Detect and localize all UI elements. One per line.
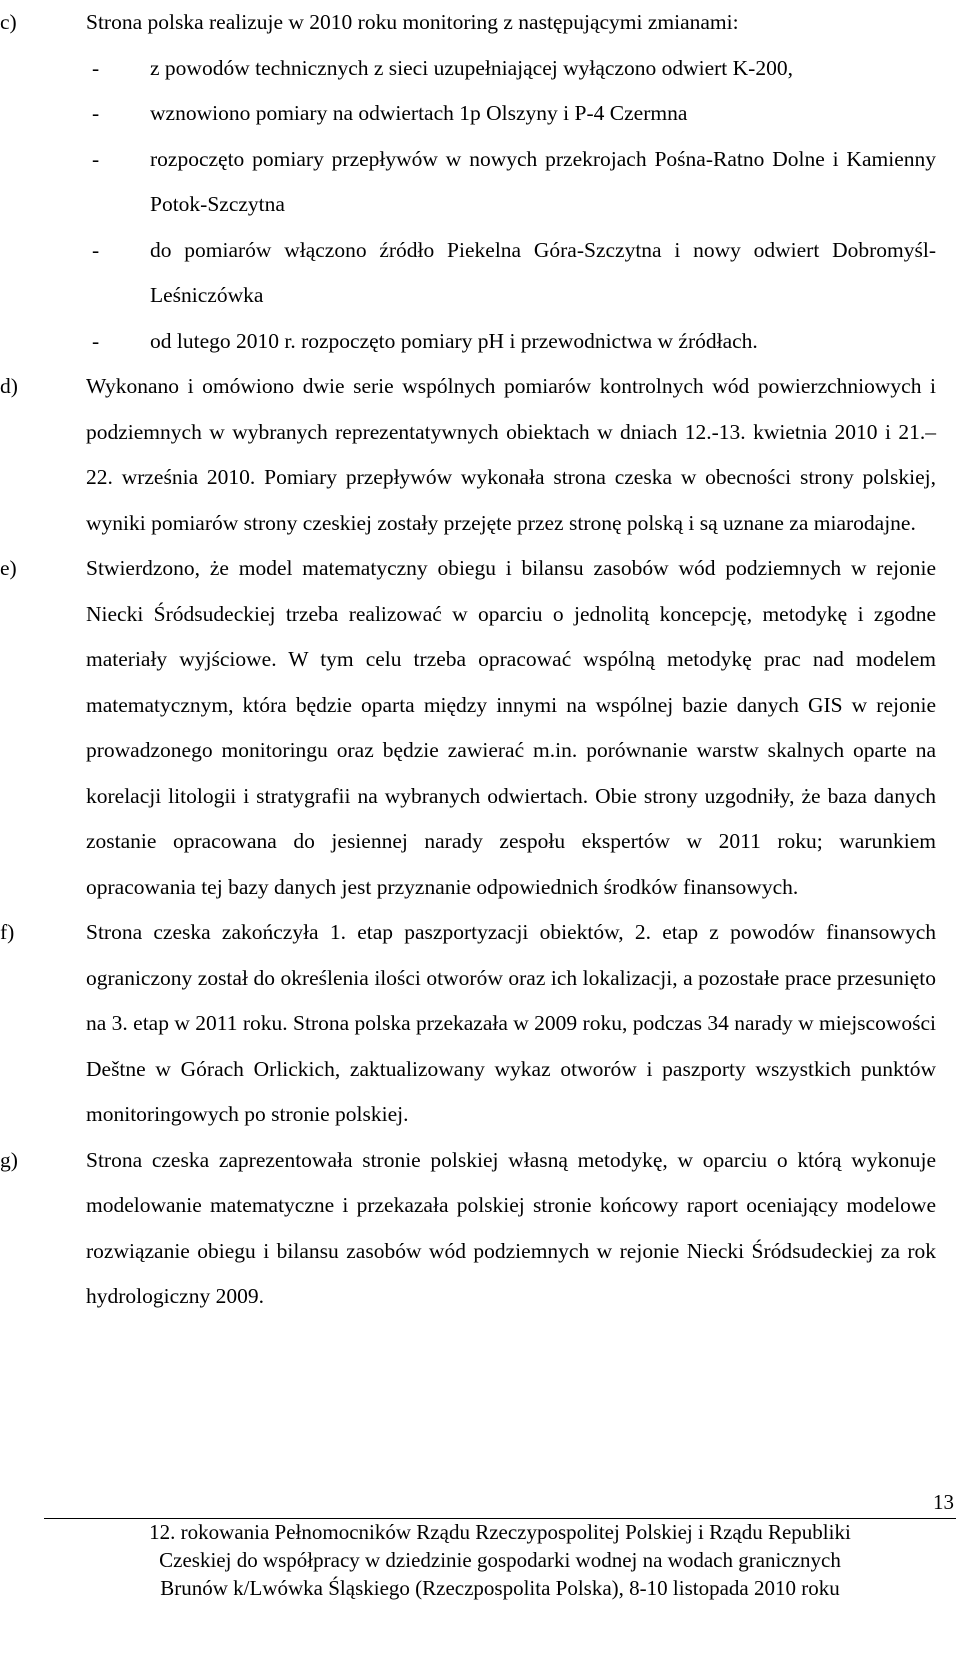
footer-text — [44, 1518, 956, 1602]
sub-item — [0, 319, 936, 365]
item-text: Stwierdzono, że model matematyczny obiegu i bilansu zasobów wód podziemnych w rejonie Niecki Śródsudeckiej trzeba realizować w oparciu o jednolitą koncepcję, metodykę i zgodne materiały wyjściowe. W tym celu trzeba opracować wspólną metodykę prac nad modelem matematycznym, która będzie oparta między innymi na wspólnej bazie danych GIS w rejonie prowadzonego monitoringu oraz będzie zawierać m.in. porównanie warstw skalnych oparte na korelacji litologii i stratygrafii na wybranych odwiertach. Obie strony uzgodniły, że baza danych zostanie opracowana do jesiennej narady zespołu ekspertów w 2011 roku; warunkiem opracowania tej bazy danych jest przyznanie odpowiednich środków finansowych. — [86, 556, 936, 899]
sublist — [0, 46, 960, 365]
sub-item-text: wznowiono pomiary na odwiertach 1p Olszyny i P-4 Czermna — [150, 101, 688, 125]
list-item-d — [0, 364, 936, 546]
item-label: e) — [0, 556, 17, 580]
item-label: f) — [0, 920, 15, 944]
item-text: Strona czeska zakończyła 1. etap paszportyzacji obiektów, 2. etap z powodów finansowych ograniczony został do określenia ilości otworów oraz ich lokalizacji, a pozostałe prace przesunięto na 3. etap w 2011 roku. Strona polska przekazała w 2009 roku, podczas 34 narady w miejscowości Deštne w Górach Orlickich, zaktualizowany wykaz otworów i paszporty wszystkich punktów monitoringowych po stronie polskiej. — [86, 920, 937, 1126]
list-item-c — [0, 0, 936, 46]
list-item-f — [0, 910, 936, 1138]
sub-item-text: od lutego 2010 r. rozpoczęto pomiary pH i przewodnictwa w źródłach. — [150, 328, 758, 353]
item-label: d) — [0, 374, 18, 398]
sub-item — [0, 228, 936, 319]
item-label: c) — [0, 10, 17, 34]
footer-line-2: Czeskiej do współpracy w dziedzinie gospodarki wodnej na wodach granicznych — [159, 1548, 841, 1572]
item-text: Wykonano i omówiono dwie serie wspólnych pomiarów kontrolnych wód powierzchniowych i podziemnych w wybranych reprezentatywnych obiektach w dniach 12.-13. kwietnia 2010 i 21.–22. września 2010. Pomiary przepływów wykonała strona czeska w obecności strony polskiej, wyniki pomiarów strony czeskiej zostały przejęte przez stronę polską i są uznane za miarodajne. — [86, 374, 936, 535]
dash-marker: - — [92, 146, 100, 171]
sub-item — [0, 46, 936, 92]
item-text: Strona czeska zaprezentowała stronie polskiej własną metodykę, w oparciu o którą wykonuje modelowanie matematyczne i przekazała polskiej stronie końcowy raport oceniający modelowe rozwiązanie obiegu i bilansu zasobów wód podziemnych w rejonie Niecki Śródsudeckiej za rok hydrologiczny 2009. — [86, 1147, 936, 1308]
item-label: g) — [0, 1147, 18, 1172]
sub-item-text: do pomiarów włączono źródło Piekelna Góra-Szczytna i nowy odwiert Dobromyśl-Leśniczówka — [150, 237, 936, 307]
dash-marker: - — [92, 55, 100, 80]
dash-marker: - — [92, 328, 100, 353]
page-number: 13 — [933, 1490, 954, 1514]
footer-line-3: Brunów k/Lwówka Śląskiego (Rzeczpospolita Polska), 8-10 listopada 2010 roku — [160, 1576, 840, 1600]
dash-marker: - — [92, 237, 100, 262]
sub-item-text: rozpoczęto pomiary przepływów w nowych przekrojach Pośna-Ratno Dolne i Kamienny Potok-Szczytna — [150, 146, 936, 216]
footer-line-1: 12. rokowania Pełnomocników Rządu Rzeczypospolitej Polskiej i Rządu Republiki — [149, 1520, 851, 1544]
sub-item — [0, 91, 936, 137]
sub-item — [0, 137, 936, 228]
list-item-g — [0, 1138, 936, 1320]
list-item-e — [0, 546, 936, 910]
item-text: Strona polska realizuje w 2010 roku monitoring z następującymi zmianami: — [86, 10, 739, 34]
dash-marker: - — [92, 101, 100, 125]
sub-item-text: z powodów technicznych z sieci uzupełniającej wyłączono odwiert K-200, — [150, 55, 793, 80]
